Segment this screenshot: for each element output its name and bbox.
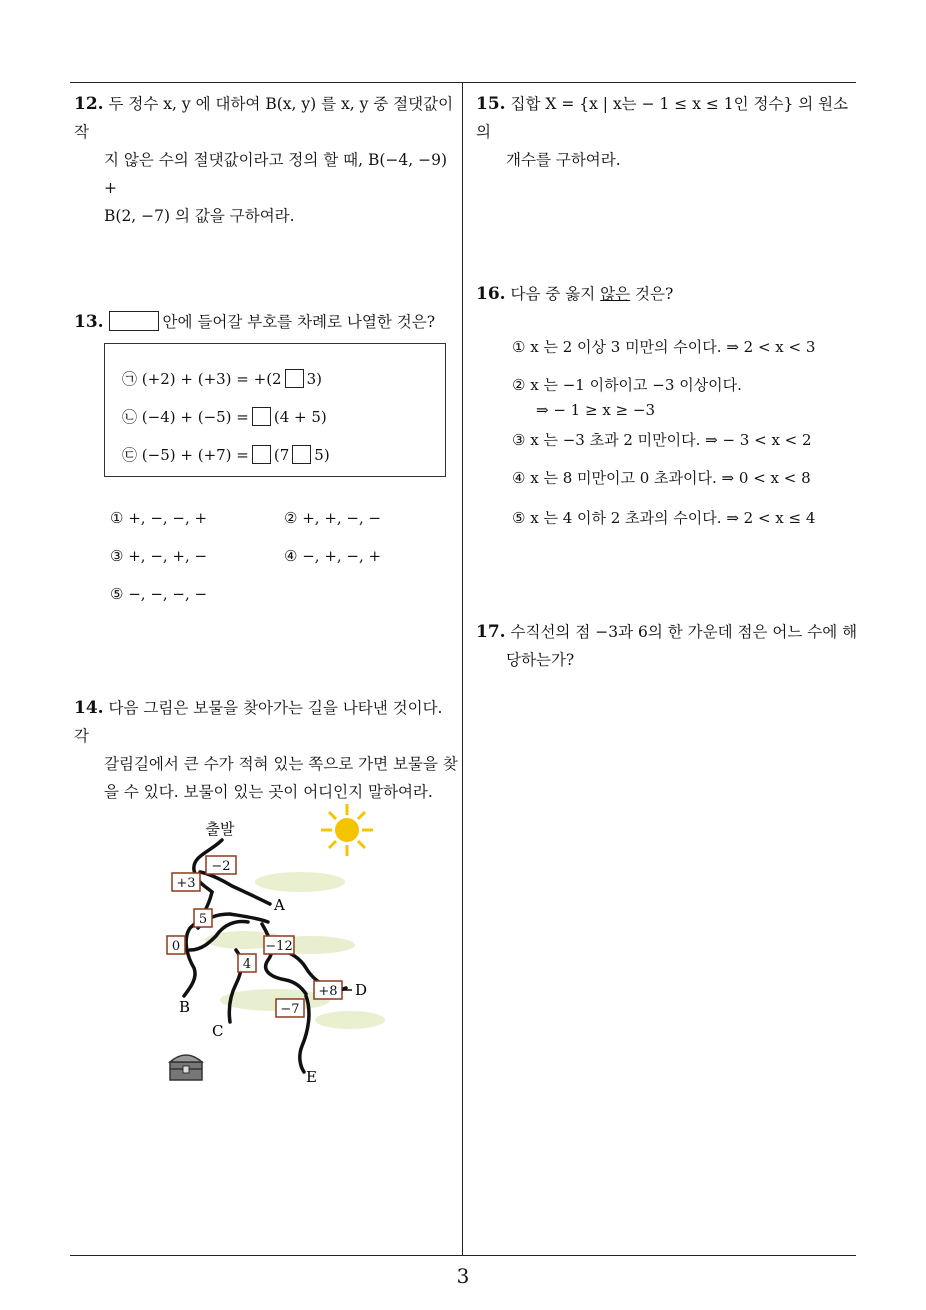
- question-number: 15.: [476, 94, 506, 114]
- question-number: 13.: [74, 312, 104, 332]
- question-number: 14.: [74, 698, 104, 718]
- choice-5[interactable]: ⑤ x 는 4 이하 2 초과의 수이다. ⇒ 2 < x ≤ 4: [512, 509, 816, 527]
- box-minus-12: [264, 936, 294, 954]
- choice-4[interactable]: ④ x 는 8 미만이고 0 초과이다. ⇒ 0 < x < 8: [512, 469, 811, 487]
- svg-text:+8: +8: [318, 984, 338, 999]
- exit-label-c: C: [212, 1022, 224, 1040]
- box-4: [238, 954, 256, 972]
- blank-square: [252, 445, 271, 464]
- question-15: [476, 90, 861, 174]
- question-text-line: B(2, −7) 의 값을 구하여라.: [104, 207, 295, 225]
- question-text-line: 다음 그림은 보물을 찾아가는 길을 나타낸 것이다. 각: [74, 699, 443, 745]
- sun-icon: [321, 804, 373, 856]
- question-text-line: 갈림길에서 큰 수가 적혀 있는 쪽으로 가면 보물을 찾: [104, 755, 458, 773]
- question-13: [74, 308, 459, 336]
- question-text-line: 당하는가?: [506, 651, 575, 669]
- choice-3[interactable]: ③ x 는 −3 초과 2 미만이다. ⇒ − 3 < x < 2: [512, 431, 812, 449]
- question-text-line: 개수를 구하여라.: [506, 151, 621, 169]
- question-number: 17.: [476, 622, 506, 642]
- box-item-2: ㉡ (−4) + (−5) = (4 + 5): [122, 408, 327, 426]
- exit-label-a: A: [274, 896, 285, 914]
- start-label: 출발: [205, 820, 235, 838]
- box-minus-7: [276, 999, 304, 1017]
- svg-text:4: 4: [242, 957, 252, 972]
- box-minus-2: [206, 856, 236, 874]
- bottom-rule: [70, 1255, 856, 1256]
- svg-text:0: 0: [171, 939, 181, 954]
- question-text-line: 지 않은 수의 절댓값이라고 정의 할 때, B(−4, −9) +: [104, 151, 448, 197]
- blank-box: [109, 311, 159, 331]
- top-rule: [70, 82, 856, 83]
- choice-4[interactable]: ④ −, +, −, +: [284, 547, 382, 565]
- page-number: 3: [456, 1264, 470, 1288]
- question-number: 16.: [476, 284, 506, 304]
- choice-1[interactable]: ① +, −, −, +: [110, 509, 208, 527]
- question-17: [476, 618, 861, 674]
- question-12: [74, 90, 459, 230]
- box-item-3: ㉢ (−5) + (+7) = (7 5): [122, 446, 330, 464]
- svg-text:+3: +3: [176, 876, 196, 891]
- exit-label-b: B: [179, 998, 191, 1016]
- box-5: [194, 909, 212, 927]
- treasure-map: [150, 800, 390, 1100]
- svg-text:−7: −7: [280, 1002, 300, 1017]
- treasure-chest-icon: [170, 1055, 202, 1080]
- choice-5[interactable]: ⑤ −, −, −, −: [110, 585, 208, 603]
- choice-3[interactable]: ③ +, −, +, −: [110, 547, 208, 565]
- choice-2[interactable]: ② x 는 −1 이하이고 −3 이상이다.: [512, 376, 742, 394]
- choice-2-continued: ⇒ − 1 ≥ x ≥ −3: [536, 401, 655, 419]
- box-item-1: ㉠ (+2) + (+3) = +(2 3): [122, 370, 323, 388]
- box-plus-3: [172, 873, 200, 891]
- question-text-line: 집합 X = {x | x는 − 1 ≤ x ≤ 1인 정수} 의 원소의: [476, 95, 849, 141]
- question-16: 16. 다음 중 옳지 않은 것은?: [476, 284, 674, 304]
- question-number: 12.: [74, 94, 104, 114]
- box-0: [167, 936, 185, 954]
- question-text-line: 수직선의 점 −3과 6의 한 가운데 점은 어느 수에 해: [510, 623, 858, 641]
- svg-text:5: 5: [198, 912, 208, 927]
- blank-square: [285, 369, 304, 388]
- blank-square: [252, 407, 271, 426]
- question-prompt: 안에 들어갈 부호를 차례로 나열한 것은?: [162, 313, 436, 331]
- choice-1[interactable]: ① x 는 2 이상 3 미만의 수이다. ⇒ 2 < x < 3: [512, 338, 816, 356]
- box-plus-8: [314, 981, 342, 999]
- svg-text:−12: −12: [265, 939, 293, 954]
- exit-label-d: D: [355, 981, 368, 999]
- svg-text:−2: −2: [211, 859, 231, 874]
- exit-label-e: E: [306, 1068, 317, 1086]
- column-divider: [462, 82, 463, 1256]
- question-text-line: 을 수 있다. 보물이 있는 곳이 어디인지 말하여라.: [104, 783, 433, 801]
- choice-2[interactable]: ② +, +, −, −: [284, 509, 382, 527]
- blank-square: [292, 445, 311, 464]
- question-14: [74, 694, 459, 806]
- question-text-line: 두 정수 x, y 에 대하여 B(x, y) 를 x, y 중 절댓값이 작: [74, 95, 454, 141]
- underlined-word: 않은: [600, 285, 631, 303]
